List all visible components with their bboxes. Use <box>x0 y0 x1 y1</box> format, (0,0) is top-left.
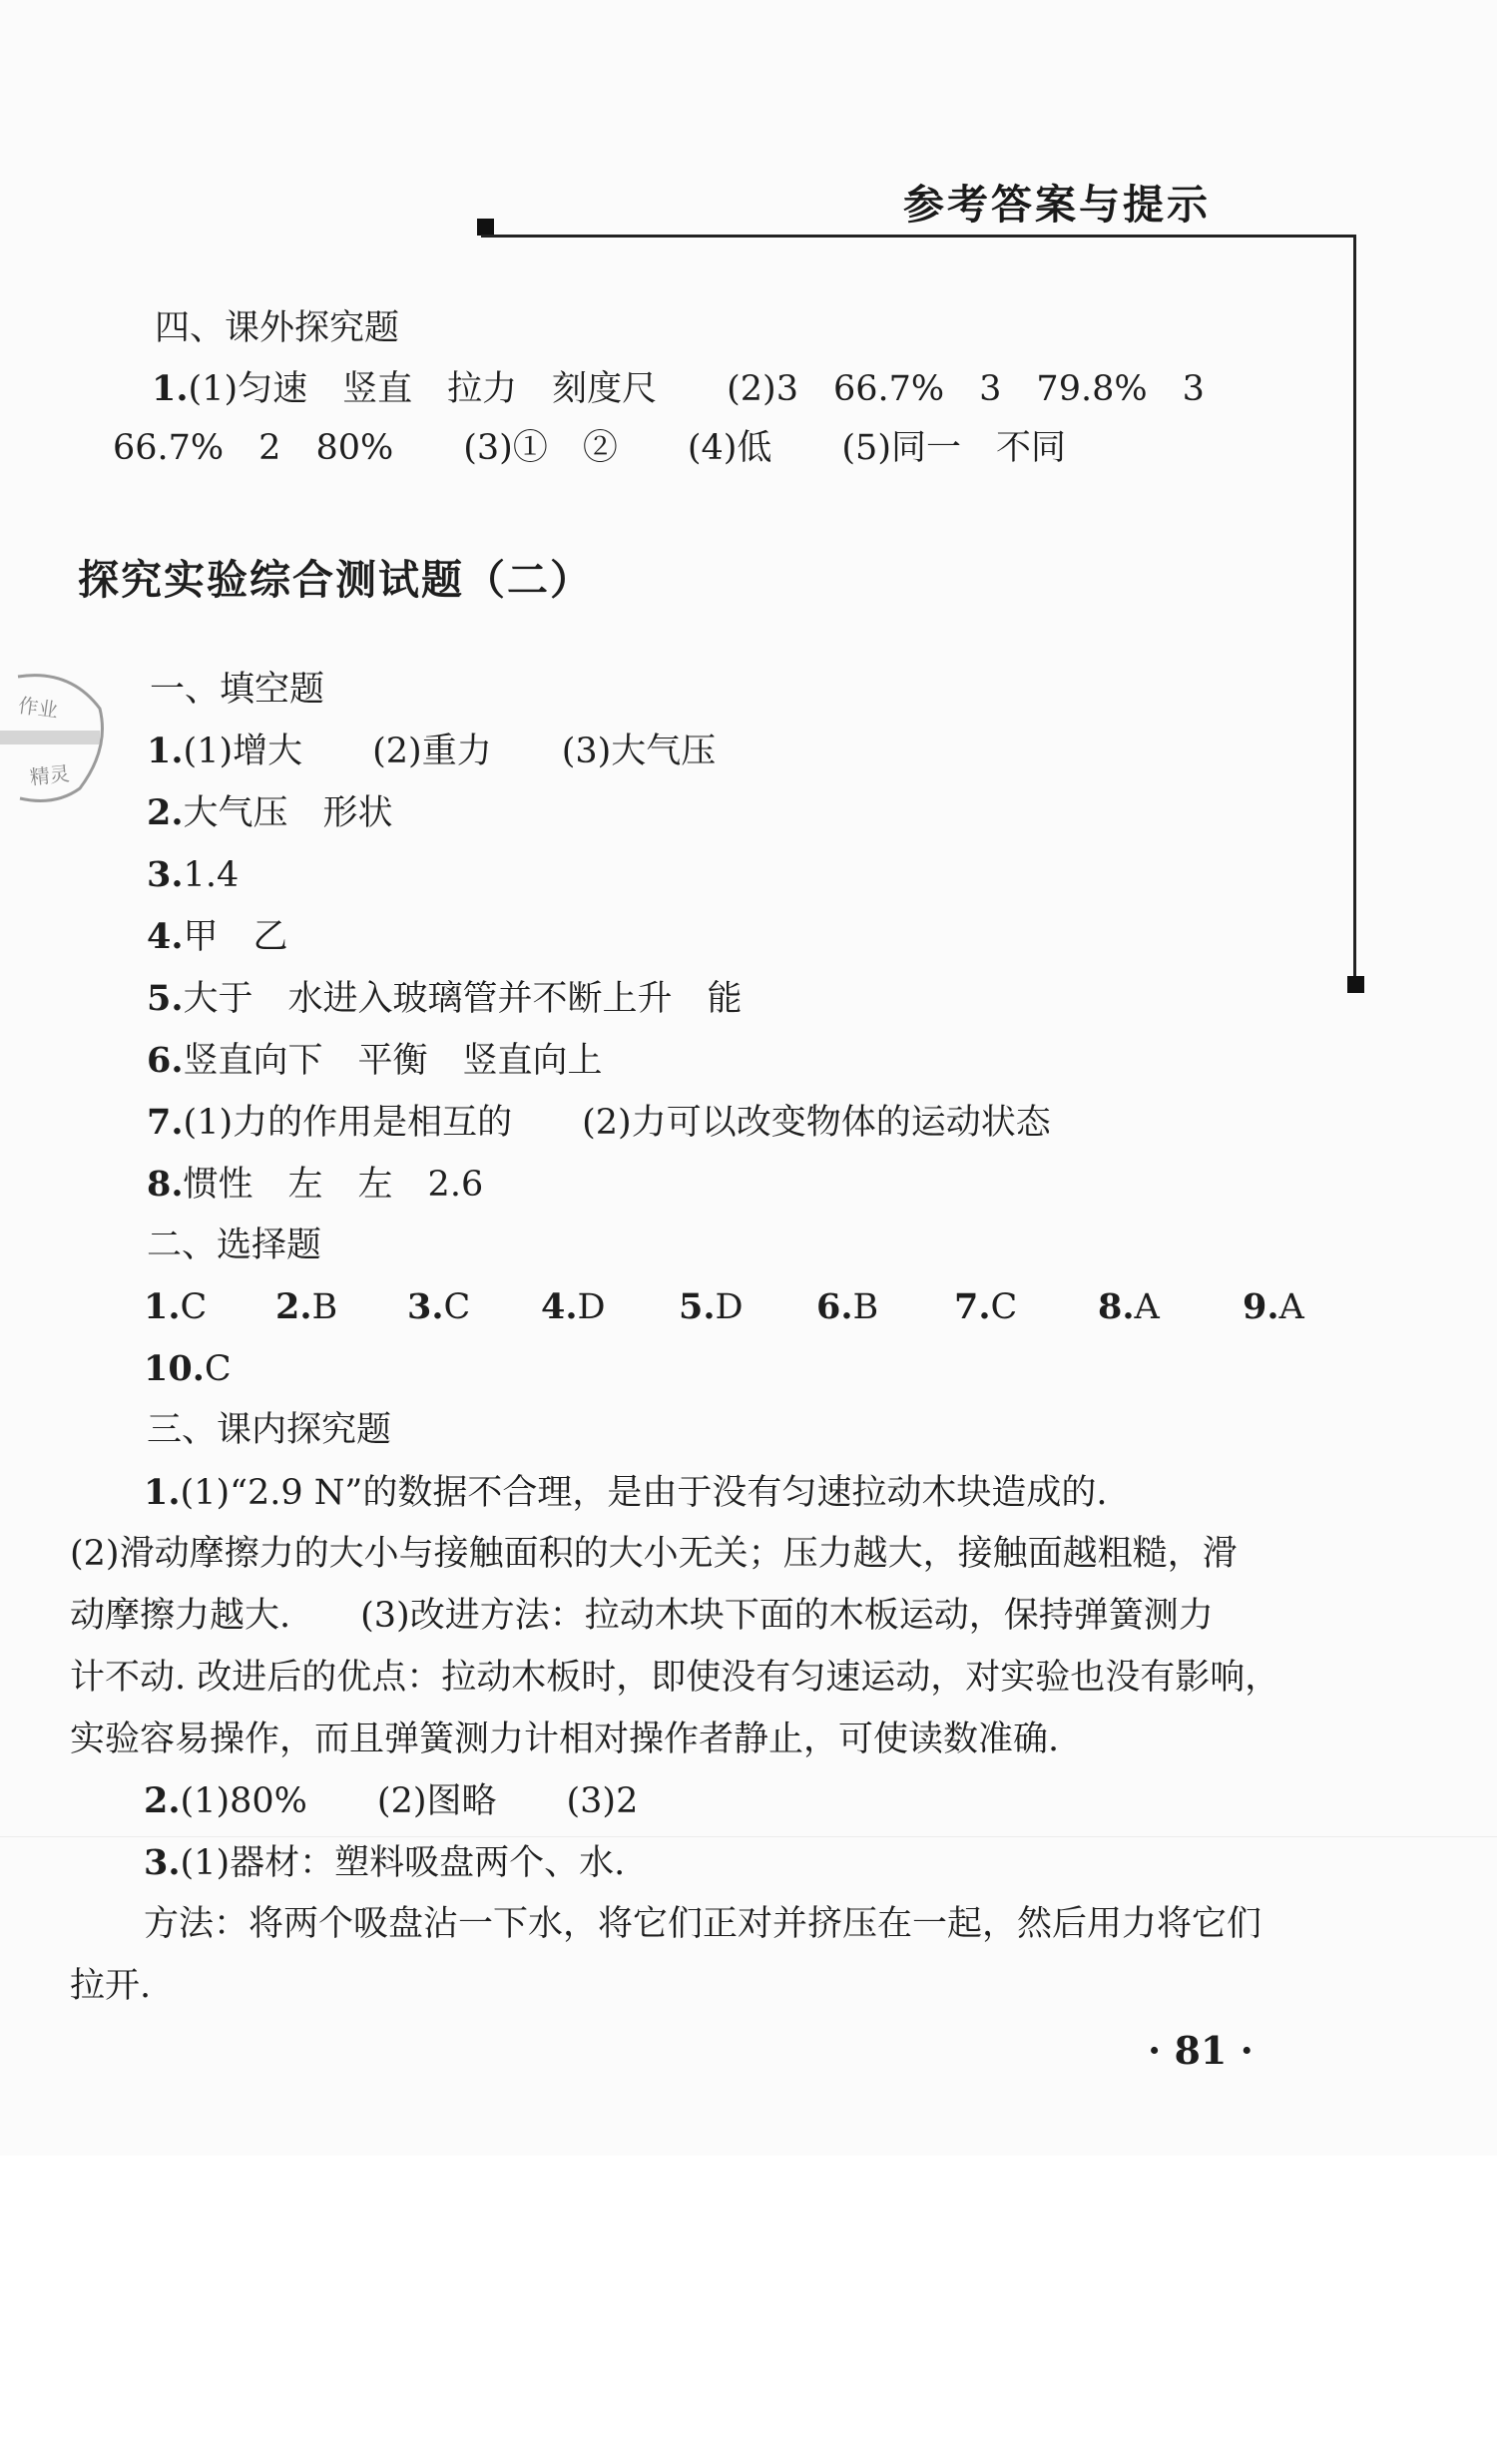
header-rule-horizontal <box>481 235 1356 238</box>
part2-answer-number: 3. <box>407 1286 444 1327</box>
part1-heading: 一、填空题 <box>150 670 325 710</box>
part3-heading: 三、课内探究题 <box>147 1410 392 1450</box>
part2-answer-6 <box>816 1286 879 1327</box>
part2-answer-number: 2. <box>275 1286 312 1327</box>
part2-answer-3 <box>407 1286 471 1327</box>
stamp-text-bottom: 精灵 <box>28 760 71 789</box>
part2-answer-10 <box>144 1348 232 1389</box>
part1-item-number: 4. <box>147 916 184 957</box>
part1-item-7 <box>147 1102 1051 1143</box>
part2-answer-letter: D <box>715 1287 744 1327</box>
part2-answer-letter: A <box>1134 1287 1160 1327</box>
part1-item-text: (1)力的作用是相互的 (2)力可以改变物体的运动状态 <box>183 1103 1051 1143</box>
stamp-text-top: 作业 <box>16 693 60 723</box>
header-rule-vertical <box>1353 235 1356 983</box>
part1-item-2 <box>147 792 393 833</box>
part1-item-8 <box>147 1164 484 1205</box>
part2-answer-letter: D <box>577 1287 606 1327</box>
header-rule-marker-left <box>477 219 494 236</box>
part2-answer-number: 4. <box>541 1286 578 1327</box>
scan-fold-line <box>0 1836 1497 1837</box>
part4-q1-text: (1)匀速 竖直 拉力 刻度尺 (2)3 66.7% 3 79.8% 3 <box>188 369 1205 409</box>
part1-item-number: 2. <box>147 792 184 833</box>
part4-q1-line1 <box>152 368 1205 409</box>
part3-q1-text: (1)“2.9 N”的数据不合理，是由于没有匀速拉动木块造成的. <box>180 1473 1108 1513</box>
part1-item-text: 大于 水进入玻璃管并不断上升 能 <box>183 979 743 1019</box>
part1-item-number: 3. <box>147 854 184 895</box>
part2-answer-number: 1. <box>144 1286 181 1327</box>
part2-answer-2 <box>275 1286 338 1327</box>
part1-item-5 <box>147 978 743 1019</box>
part3-q1-line4: 计不动. 改进后的优点：拉动木板时，即使没有匀速运动，对实验也没有影响， <box>70 1658 1280 1698</box>
part1-item-1 <box>147 731 717 771</box>
part2-answer-number: 10. <box>144 1348 205 1389</box>
header-title: 参考答案与提示 <box>903 181 1211 229</box>
section-title: 探究实验综合测试题（二） <box>78 556 593 604</box>
part4-q1-number: 1. <box>152 368 189 409</box>
part3-q1-line5: 实验容易操作，而且弹簧测力计相对操作者静止，可使读数准确. <box>70 1720 1060 1759</box>
part3-q1-line2: (2)滑动摩擦力的大小与接触面积的大小无关；压力越大，接触面越粗糙，滑 <box>70 1534 1238 1574</box>
part2-answer-9 <box>1243 1286 1304 1327</box>
part3-q3-text: (1)器材：塑料吸盘两个、水. <box>180 1843 626 1883</box>
part2-answer-8 <box>1098 1286 1160 1327</box>
part2-answer-number: 9. <box>1243 1286 1279 1327</box>
part1-item-text: 甲 乙 <box>183 917 288 957</box>
zuoye-jingling-stamp <box>0 669 108 808</box>
part2-answer-letter: B <box>852 1287 879 1327</box>
part2-answer-letter: B <box>311 1287 338 1327</box>
part3-q1-line3: 动摩擦力越大. (3)改进方法：拉动木块下面的木板运动，保持弹簧测力 <box>70 1596 1214 1636</box>
part2-answer-letter: C <box>990 1287 1018 1327</box>
part1-item-text: 1.4 <box>183 855 240 895</box>
part3-q2 <box>144 1780 639 1821</box>
part2-heading: 二、选择题 <box>147 1226 322 1265</box>
part3-q1-line1 <box>144 1472 1108 1513</box>
page-number: · 81 · <box>1148 2028 1254 2073</box>
part2-answer-7 <box>954 1286 1018 1327</box>
part2-answer-number: 7. <box>954 1286 991 1327</box>
part3-q3-method-line2: 拉开. <box>70 1966 152 2006</box>
header-rule-marker-bottom <box>1347 976 1364 993</box>
part1-item-3 <box>147 854 240 895</box>
part2-answer-letter: C <box>180 1287 208 1327</box>
part3-q3-method-line1: 方法：将两个吸盘沾一下水，将它们正对并挤压在一起，然后用力将它们 <box>144 1904 1262 1944</box>
part2-answer-number: 6. <box>816 1286 853 1327</box>
part1-item-number: 1. <box>147 731 184 771</box>
part2-answer-letter: C <box>443 1287 471 1327</box>
part1-item-text: (1)增大 (2)重力 (3)大气压 <box>183 732 717 771</box>
part3-q3-number: 3. <box>144 1842 181 1883</box>
part2-answer-number: 8. <box>1098 1286 1135 1327</box>
part4-q1-line2: 66.7% 2 80% (3)① ② (4)低 (5)同一 不同 <box>113 428 1066 468</box>
part1-item-text: 大气压 形状 <box>183 793 393 833</box>
part1-item-4 <box>147 916 288 957</box>
part2-answer-1 <box>144 1286 208 1327</box>
part1-item-text: 竖直向下 平衡 竖直向上 <box>183 1041 603 1081</box>
part1-item-6 <box>147 1040 603 1081</box>
part2-answer-5 <box>679 1286 744 1327</box>
part2-answer-letter: C <box>204 1349 232 1389</box>
part2-answer-letter: A <box>1278 1287 1304 1327</box>
part2-answer-4 <box>541 1286 606 1327</box>
part3-q2-number: 2. <box>144 1780 181 1821</box>
part1-item-text: 惯性 左 左 2.6 <box>183 1165 484 1205</box>
part1-item-number: 6. <box>147 1040 184 1081</box>
part1-item-number: 7. <box>147 1102 184 1143</box>
part3-q1-number: 1. <box>144 1472 181 1513</box>
part1-item-number: 5. <box>147 978 184 1019</box>
part1-item-number: 8. <box>147 1164 184 1205</box>
part2-answer-number: 5. <box>679 1286 716 1327</box>
part4-heading: 四、课外探究题 <box>155 308 400 348</box>
part3-q3 <box>144 1842 626 1883</box>
part3-q2-text: (1)80% (2)图略 (3)2 <box>180 1781 639 1821</box>
